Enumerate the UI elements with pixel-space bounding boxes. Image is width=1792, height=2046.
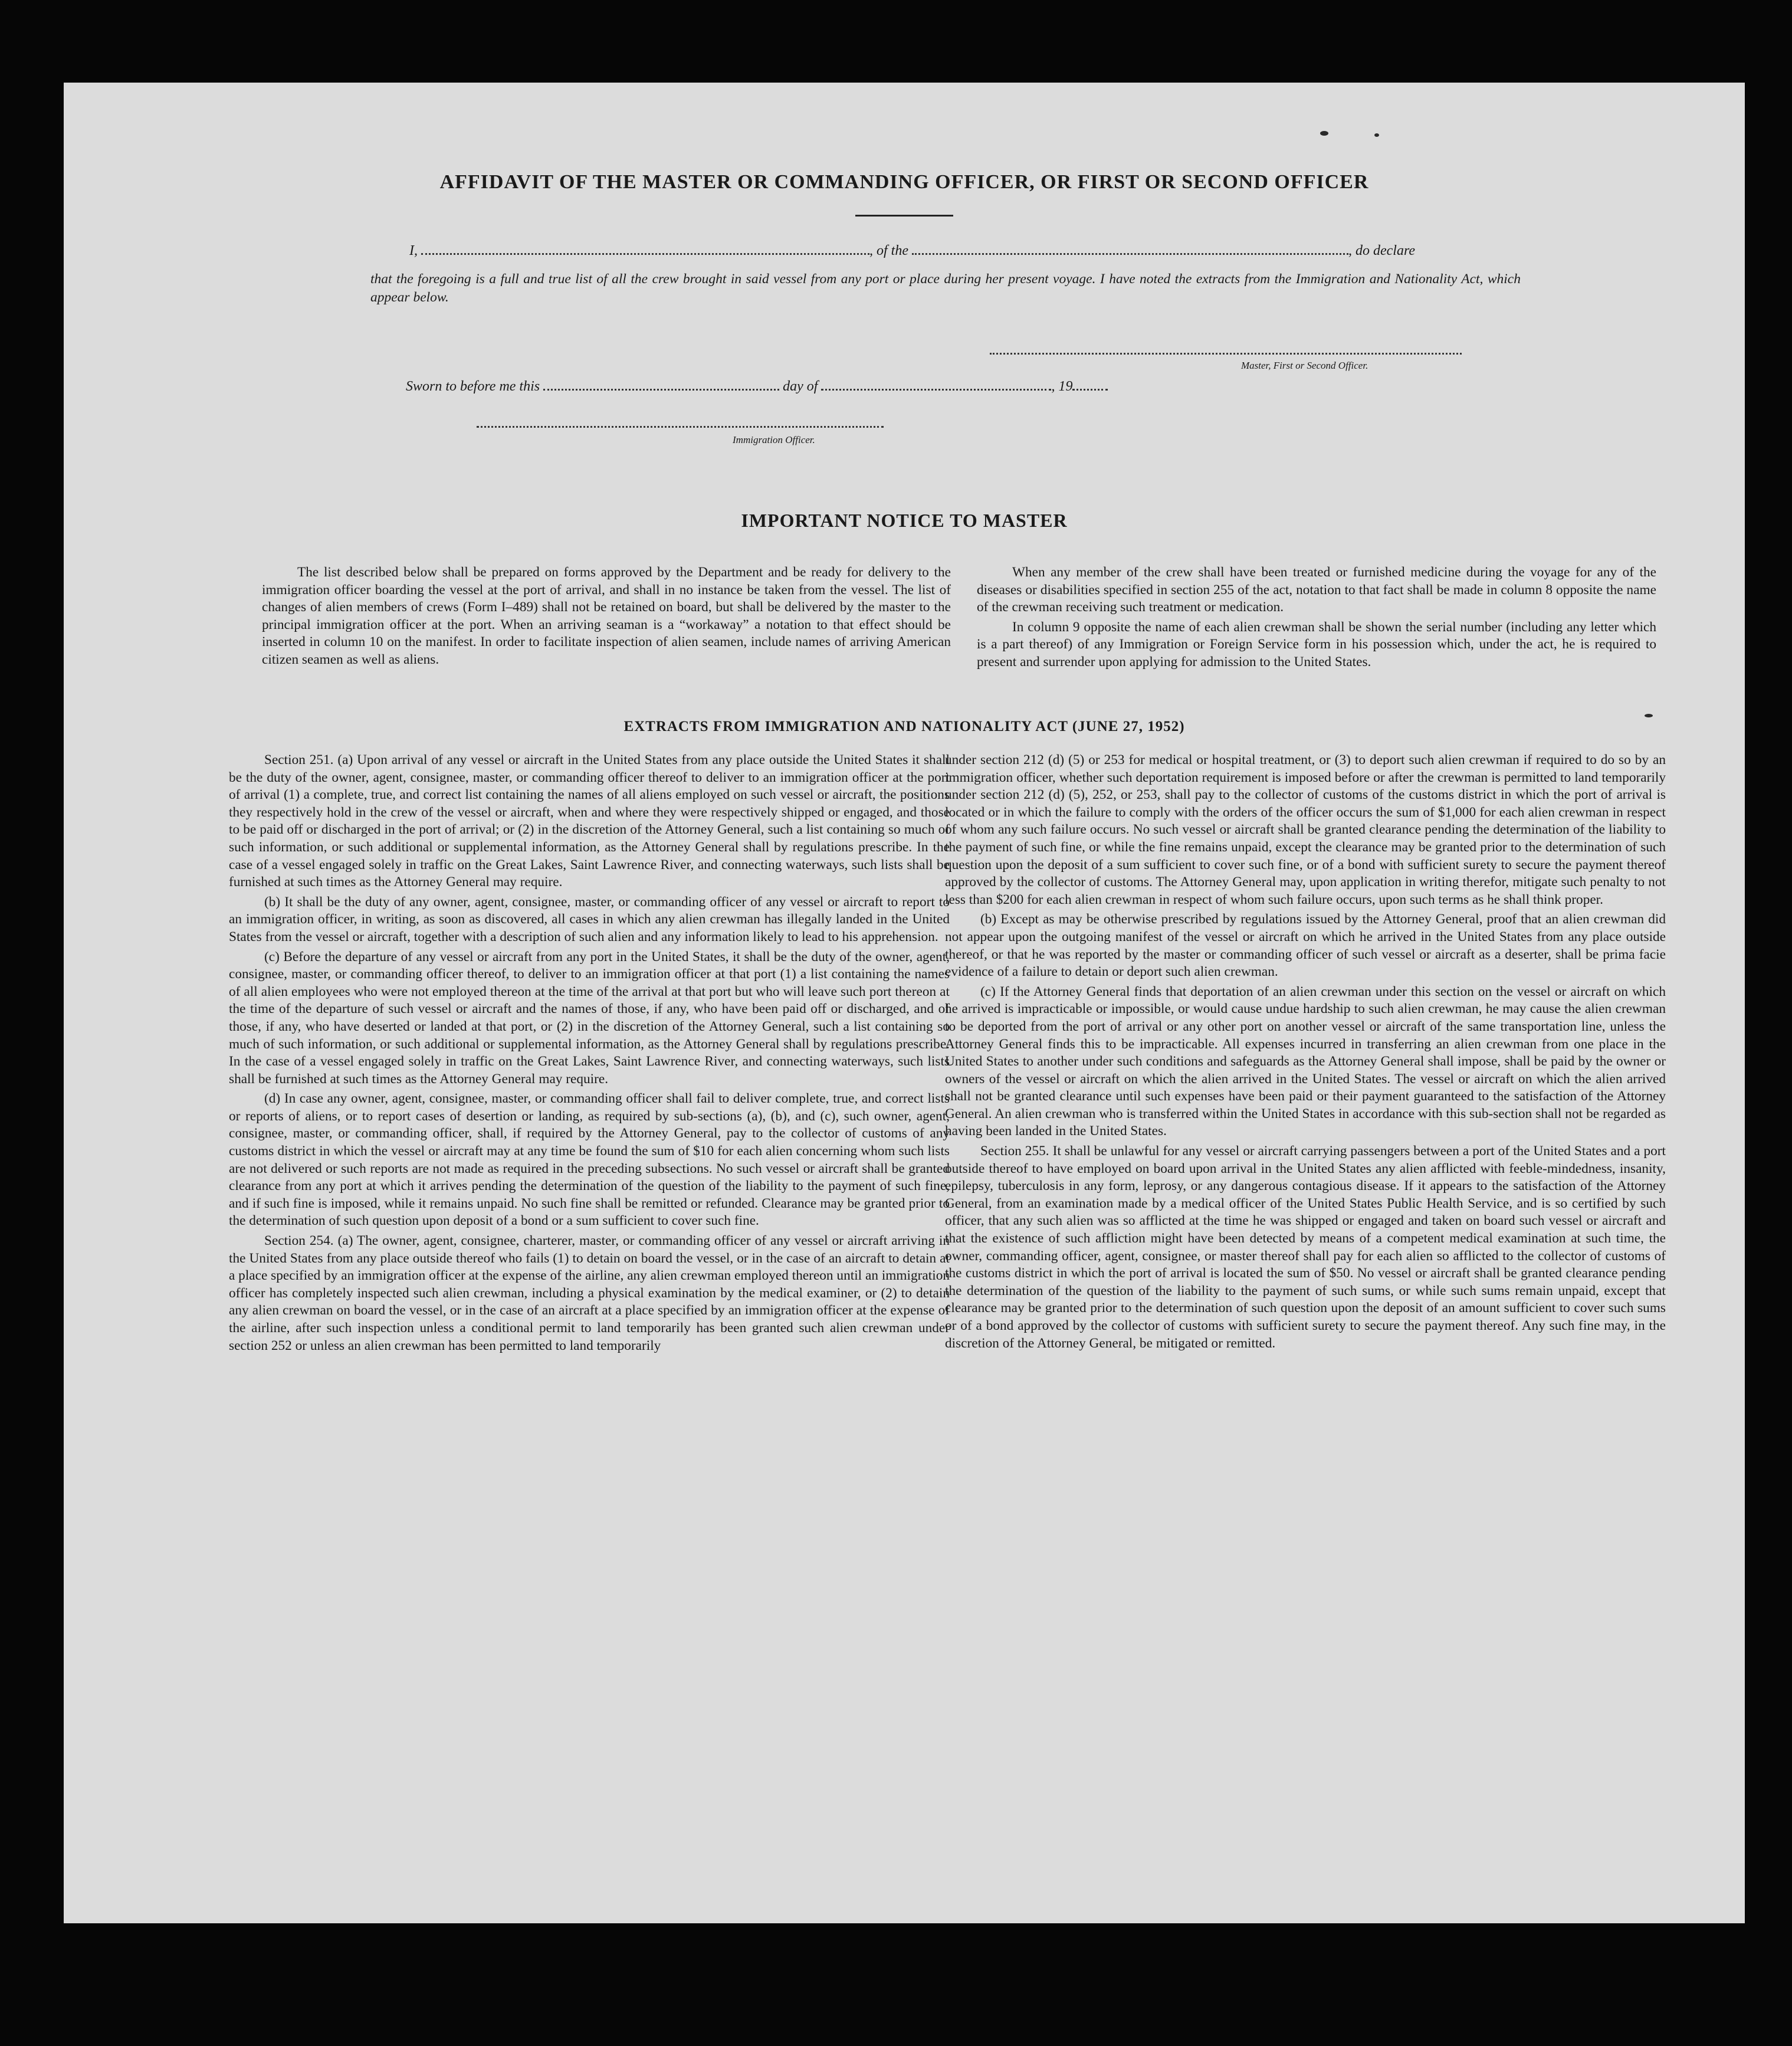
declaration-text: that the foregoing is a full and true list of all the crew brought in said vessel from any port or place during her present voyage. I have noted the extracts from the Immigration and Nationality Act, which appear below.	[370, 271, 1521, 305]
section-254c: (c) If the Attorney General finds that deportation of an alien crewman under this section on the vessel or aircraft on which he arrived is impracticable or impossible, or would cause undue hardship to such alien crewman, he may cause the alien crewman to be deported from the port of arrival or any other port on another vessel or aircraft of the same transportation line, unless the Attorney General finds this to be impracticable. All expenses incurred in transferring an alien crewman from one place in the United States to another under such conditions and safeguards as the Attorney General shall impose, shall be paid by the owner or owners of the vessel or aircraft on which the alien arrived in the United States. The vessel or aircraft on which the alien arrived shall not be granted clearance until such expenses have been paid or their payment guaranteed to the satisfaction of the Attorney General. An alien crewman who is transferred within the United States in accordance with this sub-section shall not be regarded as having been landed in the United States.	[945, 983, 1666, 1139]
section-251a: Section 251. (a) Upon arrival of any vessel or aircraft in the United States from any place outside the United States it shall be the duty of the owner, agent, consignee, master, or commanding officer thereof to deliver to an immigration officer at the port of arrival (1) a complete, true, and correct list containing the names of all aliens employed on such vessel or aircraft, the positions they respectively hold in the crew of the vessel or aircraft, when and where they were respectively shipped or engaged, and those to be paid off or discharged in the port of arrival; or (2) in the discretion of the Attorney General, such a list containing so much of such information, or such additional or supplemental information, as the Attorney General shall by regulations prescribe. In the case of a vessel engaged solely in traffic on the Great Lakes, Saint Lawrence River, and connecting waterways, such lists shall be furnished at such times as the Attorney General may require.	[229, 752, 950, 890]
declarant-line	[409, 243, 1415, 259]
of-the-label: , of the	[869, 243, 908, 258]
vessel-name-field[interactable]	[912, 251, 1348, 255]
section-255: Section 255. It shall be unlawful for any vessel or aircraft carrying passengers between a port of the United States and a port outside thereof to have employed on board upon arrival in the United States any alien afflicted with feeble-mindedness, insanity, epilepsy, tuberculosis in any form, leprosy, or any dangerous contagious disease. If it appears to the satisfaction of the Attorney General, from an examination made by a medical officer of the United States Public Health Service, and is so certified by such officer, that any such alien was so afflicted at the time he was shipped or engaged and taken on board such vessel or aircraft and that the existence of such affliction might have been detected by means of a competent medical examination at such time, the owner, commanding officer, agent, consignee, or master thereof shall pay for each alien so afflicted to the collector of customs of the customs district in which the port of arrival is located the sum of $50. No vessel or aircraft shall be granted clearance pending the determination of the question of the liability to the payment of such sums, or while such sums remain unpaid, except that clearance may be granted prior to the determination of such question upon the deposit of an amount sufficient to cover such sums or of a bond approved by the collector of customs with sufficient surety to secure the payment thereof. Any such fine may, in the discretion of the Attorney General, be mitigated or remitted.	[945, 1143, 1666, 1351]
notice-right-paragraph-2: In column 9 opposite the name of each alien crewman shall be shown the serial number (including any letter which is a part thereof) of any Immigration or Foreign Service form in his possession which, under the act, he is required to present and surrender upon applying for admission to the United States.	[977, 619, 1656, 670]
section-251d: (d) In case any owner, agent, consignee, master, or commanding officer shall fail to deliver complete, true, and correct lists or reports of aliens, or to report cases of desertion or landing, as required by sub-sections (a), (b), and (c), such owner, agent, consignee, master, or commanding officer, shall, if required by the Attorney General, pay to the collector of customs of any customs district in which the vessel or aircraft may at any time be found the sum of $10 for each alien concerning whom such lists are not delivered or such reports are not made as required in the preceding subsections. No such vessel or aircraft shall be granted clearance from any port at which it arrives pending the determination of the question of the liability to the payment of such fine, and if such fine is imposed, while it remains unpaid. No such fine shall be remitted or refunded. Clearance may be granted prior to the determination of such question upon deposit of a bond or a sum sufficient to cover such fine.	[229, 1091, 950, 1229]
notice-right-paragraph-1: When any member of the crew shall have been treated or furnished medicine during the voyage for any of the diseases or disabilities specified in section 255 of the act, notation to that fact shall be made in column 8 opposite the name of the crewman receiving such treatment or medication.	[977, 565, 1656, 615]
sworn-month-field[interactable]	[821, 386, 1051, 391]
master-signature-line[interactable]	[990, 353, 1462, 355]
scan-speck	[1374, 133, 1379, 137]
officer-caption: Immigration Officer.	[733, 434, 815, 445]
section-254a-continued: under section 212 (d) (5) or 253 for medical or hospital treatment, or (3) to deport such alien crewman if required to do so by an immigration officer, whether such deportation requirement is imposed before or after the crewman is permitted to land temporarily under section 212 (d) (5), 252, or 253, shall pay to the collector of customs of the customs district in which the port of arrival is located or in which the failure to comply with the orders of the officer occurs the sum of $1,000 for each alien crewman in respect of whom any such failure occurs. No such vessel or aircraft shall be granted clearance pending the determination of the liability to the payment of such fine, or while the fine remains unpaid, except the clearance may be granted prior to the determination of such question upon the deposit of a sum sufficient to cover such fine, or of a bond with sufficient surety to secure the payment thereof approved by the collector of customs. The Attorney General may, upon application in writing therefor, mitigate such penalty to not less than $200 for each alien crewman in respect of whom such failure occurs, upon such terms as he shall think proper.	[945, 752, 1666, 907]
declarant-prefix: I,	[409, 243, 418, 258]
sworn-day-field[interactable]	[543, 386, 779, 391]
do-declare-label: , do declare	[1348, 243, 1416, 258]
section-254a: Section 254. (a) The owner, agent, consignee, charterer, master, or commanding officer of any vessel or aircraft arriving in the United States from any place outside thereof who fails (1) to detain on board the vessel, or in the case of an aircraft to detain at a place specified by an immigration officer at the expense of the airline, any alien crewman employed thereon until an immigration officer has completely inspected such alien crewman, including a physical examination by the medical examiner, or (2) to detain any alien crewman on board the vessel, or in the case of an aircraft at a place specified by an immigration officer at the expense of the airline, after such inspection unless a conditional permit to land temporarily has been granted such alien crewman under section 252 or unless an alien crewman has been permitted to land temporarily	[229, 1233, 950, 1353]
section-251c: (c) Before the departure of any vessel or aircraft from any port in the United States, it shall be the duty of the owner, agent, consignee, master, or commanding officer thereof, to deliver to an immigration officer at that port (1) a list containing the names of all alien employees who were not employed thereon at the time of the arrival at that port but who will leave such port thereon at the time of the departure of such vessel or aircraft and the names of those, if any, who have been paid off or discharged, and of those, if any, who have deserted or landed at that port, or (2) in the discretion of the Attorney General, such a list containing so much of such information, or such additional or supplemental information, as the Attorney General shall by regulations prescribe. In the case of a vessel engaged solely in traffic on the Great Lakes, Saint Lawrence River, and connecting waterways, such lists shall be furnished at such times as the Attorney General may require.	[229, 949, 950, 1087]
section-254b: (b) Except as may be otherwise prescribed by regulations issued by the Attorney General, proof that an alien crewman did not appear upon the outgoing manifest of the vessel or aircraft on which he arrived in the United States from any place outside thereof, or that he was reported by the master or commanding officer of such vessel or aircraft as a deserter, shall be prima facie evidence of a failure to detain or deport such alien crewman.	[945, 911, 1666, 980]
master-caption: Master, First or Second Officer.	[1241, 360, 1368, 371]
notice-title: IMPORTANT NOTICE TO MASTER	[741, 510, 1068, 531]
declarant-name-field[interactable]	[421, 251, 869, 255]
scan-speck	[1320, 131, 1328, 136]
scan-speck	[1645, 714, 1653, 717]
sworn-year-field[interactable]	[1072, 386, 1108, 391]
affidavit-title: AFFIDAVIT OF THE MASTER OR COMMANDING OFFICER, OR FIRST OR SECOND OFFICER	[439, 171, 1369, 193]
extracts-title: EXTRACTS FROM IMMIGRATION AND NATIONALITY ACT (JUNE 27, 1952)	[623, 719, 1185, 735]
sworn-prefix: Sworn to before me this	[406, 379, 540, 394]
notice-left-column	[262, 564, 951, 671]
notice-right-column	[977, 564, 1656, 674]
year-label: , 19	[1051, 379, 1073, 394]
sworn-line	[406, 379, 1108, 395]
extracts-left-column	[229, 752, 950, 1357]
notice-left-paragraph: The list described below shall be prepared on forms approved by the Department and be ready for delivery to the immigration officer boarding the vessel at the port of arrival, and shall in no instance be taken from the vessel. The list of changes of alien members of crews (Form I–489) shall not be retained on board, but shall be delivered by the master to the principal immigration officer at the port. When an arriving seaman is a “workaway” a notation to that effect should be inserted in column 10 on the manifest. In order to facilitate inspection of alien seamen, include names of arriving American citizen seamen as well as aliens.	[262, 565, 951, 667]
officer-signature-line[interactable]	[477, 426, 884, 428]
document-page	[64, 83, 1745, 1923]
extracts-right-column	[945, 752, 1666, 1355]
day-of-label: day of	[783, 379, 818, 394]
section-251b: (b) It shall be the duty of any owner, agent, consignee, master, or commanding officer of any vessel or aircraft to report to an immigration officer, in writing, as soon as discovered, all cases in which any alien crewman has illegally landed in the United States from the vessel or aircraft, together with a description of such alien and any information likely to lead to his apprehension.	[229, 894, 950, 945]
title-divider	[855, 215, 953, 217]
